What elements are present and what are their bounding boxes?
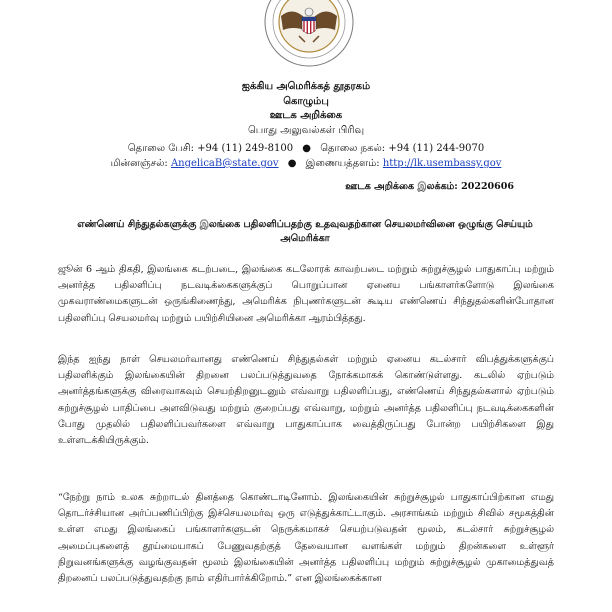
contact-line-online — [0, 156, 612, 171]
body-paragraph: இந்த ஐந்து நாள் செயலமர்வானது எண்ணெய் சிந்துதல்கள் மற்றும் ஏனைய கடல்சார் விபத்துக்களுக்குப் பதிலளிக்கும் இலங்கையின் திறனை பலப்படுத்துவதை நோக்கமாகக் கொண்டுள்ளது. கடலில் ஏற்படும் அனர்த்தங்களுக்கு விரைவாகவும் செயற்திறனுடனும் எவ்வாறு பதிலளிப்பது, எண்ணெய் சிந்துதல்களால் ஏற்படும் சுற்றுச்சூழல் பாதிப்பை அளவிடுவது மற்றும் குறைப்பது எவ்வாறு, மற்றும் அனர்த்த பதிலளிப்பு நடவடிக்கைகளின் போது முதலில் பதிலளிப்பவர்களை எவ்வாறு பாதுகாப்பாக வைத்திருப்பது போன்ற பயிற்சிகளை இது உள்ளடக்கியிருக்கும். — [58, 354, 554, 447]
section-name: பொது அலுவல்கள் பிரிவு — [247, 124, 365, 136]
email-label: மின்னஞ்சல்: — [110, 158, 168, 169]
contact-block — [0, 141, 612, 171]
press-release-title: எண்ணெய் சிந்துதல்களுக்கு இலங்கை பதிலளிப்பதற்கு உதவுவதற்கான செயலமர்வினை ஒழுங்கு செய்யும் அமெரிக்கா — [77, 219, 533, 244]
release-number-label: ஊடக அறிக்கை இலக்கம்: — [345, 181, 458, 192]
fax-number: +94 (11) 244-9070 — [388, 143, 485, 154]
bullet-icon: ● — [287, 158, 297, 169]
embassy-name: ஐக்கிய அமெரிக்கத் தூதரகம் — [241, 81, 371, 92]
release-number — [345, 181, 514, 193]
body-paragraph: “நேற்று நாம் உலக சுற்றாடல் தினத்தை கொண்டாடினோம். இலங்கையின் சுற்றுச்சூழல் பாதுகாப்பிற்கான எமது தொடர்ச்சியான அர்ப்பணிப்பிற்கு இச்செயலமர்வு ஒரு எடுத்துக்காட்டாகும். அரசாங்கம் மற்றும் சிவில் சமூகத்தின் உள்ள எமது இலங்கைப் பங்காளர்களுடன் நெருக்கமாகச் செயற்படுவதன் மூலம், கடல்சார் சுற்றுச்சூழல் அமைப்புகளைத் தூய்மையாகப் பேணுவதற்குத் தேவையான வளங்கள் மற்றும் திறன்களை உள்ளூர் நிறுவனங்களுக்கு வழங்குவதன் மூலம் இலங்கையின் அனர்த்த பதிலளிப்பு மற்றும் சுற்றுச்சூழல் முகாமைத்துவத் திறனைப் பலப்படுத்துவதற்கு நாம் எதிர்பார்க்கிறோம்.” என இலங்கைக்கான — [58, 492, 554, 585]
email-link[interactable]: AngelicaB@state.gov — [170, 158, 279, 169]
fax-label: தொலை நகல்: — [320, 143, 386, 154]
eagle-seal-icon — [259, 0, 359, 70]
city-name: கொழும்பு — [283, 95, 329, 107]
body-paragraph: ஜூன் 6 ஆம் திகதி, இலங்கை கடற்படை, இலங்கை கடலோரக் காவற்படை மற்றும் சுற்றுச்சூழல் பாதுகாப்பு மற்றும் அனர்த்த பதிலளிப்பு நடவடிக்கைகளுக்குப் பொறுப்பான ஏனைய பங்காளர்களோடு இலங்கை முகவராண்மைகளுடன் ஒருங்கிணைந்து, அமெரிக்க நிபுணர்களுடன் கூடிய எண்ணெய் சிந்துதல்களின்போதான பதிலளிப்பு செயலமர்வு மற்றும் பயிற்சியினை அமெரிக்கா ஆரம்பித்தது. — [58, 264, 554, 324]
contact-line-phone — [0, 141, 612, 156]
embassy-seal-logo — [259, 0, 359, 70]
release-number-value: 20220606 — [461, 181, 514, 192]
bullet-icon: ● — [302, 143, 311, 154]
web-label: இணையத்தளம்: — [305, 158, 380, 169]
website-link[interactable]: http://lk.usembassy.gov — [382, 158, 502, 169]
document-type: ஊடக அறிக்கை — [269, 110, 343, 121]
phone-number: +94 (11) 249-8100 — [197, 143, 294, 154]
phone-label: தொலை பேசி: — [127, 143, 194, 154]
letterhead — [0, 80, 612, 138]
